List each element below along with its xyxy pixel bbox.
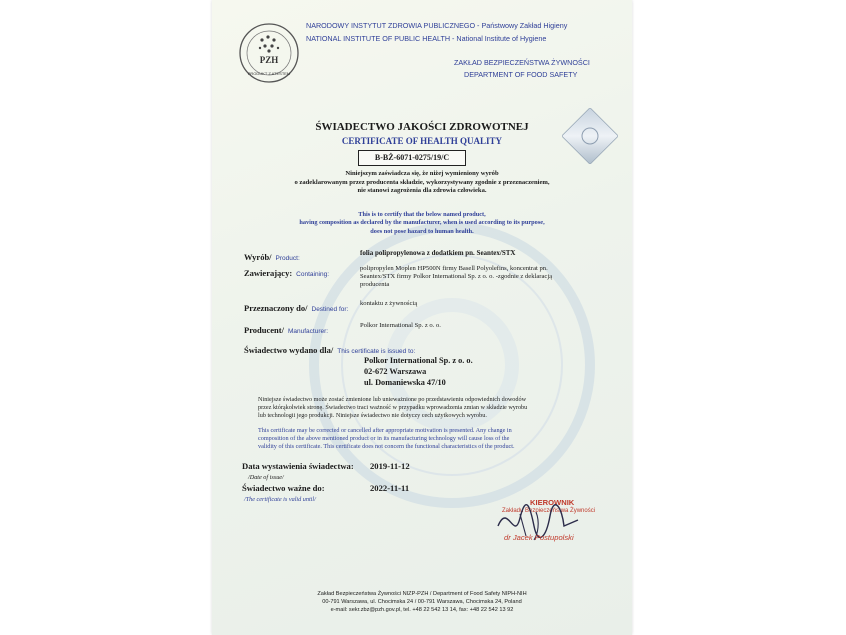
issued-to-address: Polkor International Sp. z o. o. 02-672 Warszawa ul. Domaniewska 47/10 [364, 356, 473, 387]
notice-pl: Niniejsze świadectwo może zostać zmienione lub unieważnione po przedstawieniu odpowiednich dowodów przez którąkolwiek stronę. Świadectwo traci ważność w przypadku wprowadzenia zmian w składzie wyrobu lub technologii jego produkcji. Niniejsze świadectwo nie dotyczy cech użytkowych wyrobu. [258, 396, 528, 420]
manufacturer-label: Producent/ Manufacturer: [244, 325, 329, 335]
footer-line-1: Zakład Bezpieczeństwa Żywności NIZP-PZH / Department of Food Safety NIPH-NIH [317, 591, 527, 597]
intro-en: This is to certify that the below named product, having composition as declared by the manufacturer, when is used according to its purpose, does not pose hazard to human health. [299, 211, 545, 235]
logo-caption: PRODUKT Z ATESTEM [247, 71, 291, 76]
issued-to-label: Świadectwo wydano dla/ This certificate is issued to: [244, 345, 416, 355]
valid-until-value: 2022-11-11 [370, 483, 410, 493]
pzh-logo-icon [238, 22, 300, 84]
department-name-en: DEPARTMENT OF FOOD SAFETY [464, 70, 578, 79]
valid-until-label-en: /The certificate is valid until/ [244, 496, 316, 503]
issue-date-label-en: /Date of issue/ [248, 474, 284, 481]
footer-line-3: e-mail: sekr.zbz@pzh.gov.pl, tel. +48 22 542 13 14, fax: +48 22 542 13 92 [330, 607, 514, 613]
intro-pl: Niniejszym zaświadcza się, że niżej wymieniony wyrób o zadeklarowanym przez producenta składzie, wykorzystywany zgodnie z przeznaczeniem, nie stanowi zagrożenia dla zdrowia człowieka. [294, 170, 550, 195]
issue-date-label: Data wystawienia świadectwa: [242, 461, 354, 471]
stamp-name: dr Jacek Postupolski [504, 533, 574, 542]
destined-value: kontaktu z żywnością [360, 300, 418, 307]
destined-label: Przeznaczony do/ Destined for: [244, 303, 349, 313]
manufacturer-value: Polkor International Sp. z o. o. [360, 322, 441, 329]
certificate-title-en: CERTIFICATE OF HEALTH QUALITY [341, 136, 503, 146]
department-name-pl: ZAKŁAD BEZPIECZEŃSTWA ŻYWNOŚCI [454, 58, 590, 67]
institute-name-pl: NARODOWY INSTYTUT ZDROWIA PUBLICZNEGO - Państwowy Zakład Higieny [306, 21, 568, 30]
product-value: folia polipropylenowa z dodatkiem pn. Seantex/STX [360, 249, 516, 257]
footer-line-2: 00-791 Warszawa, ul. Chocimska 24 / 00-791 Warszawa, Chocimska 24, Poland [322, 599, 522, 605]
issue-date-value: 2019-11-12 [370, 461, 410, 471]
notice-en: This certificate may be corrected or cancelled after appropriate motivation is presented. Any change in composition of the above mentioned product or in its manufacturing technology will cause loss of the validity of this certificate. This certificate does not concern the functional characteristics of the product. [258, 427, 515, 451]
valid-until-label: Świadectwo ważne do: [242, 483, 325, 493]
institute-name-en: NATIONAL INSTITUTE OF PUBLIC HEALTH - National Institute of Hygiene [306, 34, 547, 43]
logo-text: PZH [259, 55, 279, 65]
contains-label: Zawierający: Containing: [244, 268, 330, 278]
contains-value: polipropylen Moplen HP500N firmy Basell Polyolefins, koncentrat pn. Seantex/STX firmy Polkor International Sp. z o. o. -zgodnie z deklaracją producenta [360, 265, 553, 288]
certificate-number: B-BŻ-6071-0275/19/C [358, 150, 466, 166]
certificate-title-pl: ŚWIADECTWO JAKOŚCI ZDROWOTNEJ [315, 121, 529, 133]
certificate-page [212, 0, 632, 635]
stamp-title: KIEROWNIK [530, 498, 575, 507]
product-label: Wyrób/ Product: [244, 252, 300, 262]
stamp-line: Zakładu Bezpieczeństwa Żywności [502, 508, 596, 514]
